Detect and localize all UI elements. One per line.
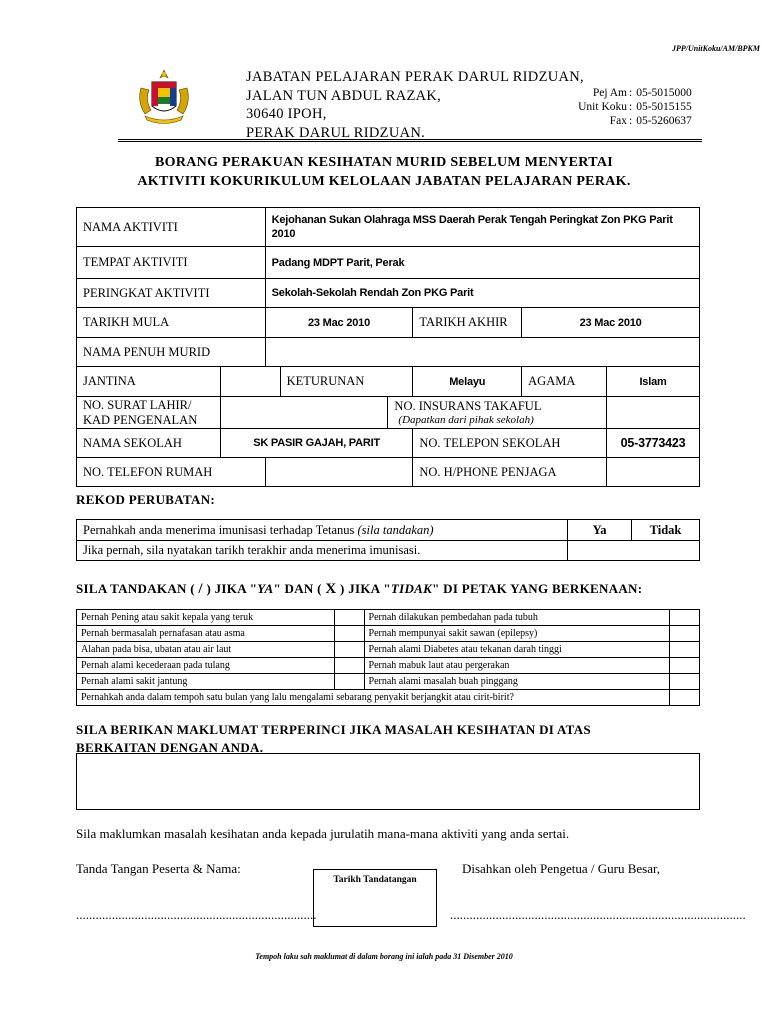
condition-checkbox[interactable] [670, 642, 700, 658]
immunisation-date-field[interactable] [568, 541, 700, 561]
insurans-value[interactable] [607, 397, 700, 429]
notice-text: Sila maklumkan masalah kesihatan anda kepada jurulatih mana-mana aktiviti yang anda sertai. [76, 826, 570, 841]
contact-value: 05-5015155 [636, 101, 692, 113]
telepon-sekolah-value[interactable]: 05-3773423 [607, 429, 700, 458]
address-line: JALAN TUN ABDUL RAZAK, [246, 87, 442, 104]
agama-value[interactable]: Islam [607, 367, 700, 397]
condition-label: Pernah alami Diabetes atau tekanan darah tinggi [364, 642, 669, 658]
contact-row: Pej Am : 05-5015000 [540, 86, 692, 100]
tarikh-mula-value[interactable]: 23 Mac 2010 [265, 308, 413, 338]
jantina-value[interactable] [220, 367, 280, 397]
field-label: NAMA PENUH MURID [77, 338, 266, 367]
header-divider [118, 141, 702, 142]
nama-sekolah-value[interactable]: SK PASIR GAJAH, PARIT [220, 429, 413, 458]
health-checklist [76, 609, 700, 706]
condition-label: Pernah alami sakit jantung [77, 674, 335, 690]
condition-checkbox[interactable] [670, 674, 700, 690]
tick-symbol: / [198, 581, 203, 597]
field-label: NAMA SEKOLAH [77, 429, 221, 458]
contact-row: Fax : 05-5260637 [540, 114, 692, 128]
label-line: NO. SURAT LAHIR/ [83, 397, 192, 412]
contact-label: Pej Am [592, 87, 627, 99]
condition-label: Pernah alami masalah buah pinggang [364, 674, 669, 690]
checklist-row [77, 674, 700, 690]
checklist-row [77, 642, 700, 658]
condition-label: Pernah dilakukan pembedahan pada tubuh [364, 610, 669, 626]
table-row [77, 367, 700, 397]
field-label: PERINGKAT AKTIVITI [77, 279, 266, 308]
surat-lahir-value[interactable] [220, 397, 388, 429]
table-row [77, 397, 700, 429]
heading-line: BERKAITAN DENGAN ANDA. [76, 740, 264, 755]
condition-checkbox[interactable] [334, 658, 364, 674]
condition-checkbox[interactable] [334, 626, 364, 642]
field-label: NO. TELEPON SEKOLAH [413, 429, 607, 458]
heading-text: YA [257, 581, 274, 596]
contact-numbers [540, 86, 692, 128]
table-row [77, 247, 700, 279]
checklist-row [77, 610, 700, 626]
condition-label: Pernahkah anda dalam tempoh satu bulan yang lalu mengalami sebarang penyakit berjangkit atau cirit-birit? [77, 690, 670, 706]
crest-logo [133, 66, 195, 128]
pengetua-signature-line[interactable]: ........................................................................................... [450, 907, 746, 922]
field-label: NO. TELEFON RUMAH [77, 458, 266, 487]
checklist-row [77, 626, 700, 642]
table-row [77, 308, 700, 338]
ya-checkbox[interactable]: Ya [568, 520, 632, 541]
condition-label: Pernah alami kecederaan pada tulang [77, 658, 335, 674]
field-label: TEMPAT AKTIVITI [77, 247, 266, 279]
condition-label: Pernah mabuk laut atau pergerakan [364, 658, 669, 674]
keturunan-value[interactable]: Melayu [413, 367, 522, 397]
label-line: KAD PENGENALAN [83, 412, 198, 427]
telefon-rumah-value[interactable] [265, 458, 413, 487]
condition-checkbox[interactable] [334, 610, 364, 626]
table-row [77, 279, 700, 308]
table-row [77, 458, 700, 487]
heading-text: SILA TANDAKAN ( [76, 581, 199, 596]
label-line: NO. INSURANS TAKAFUL [394, 398, 542, 413]
peserta-signature-label: Tanda Tangan Peserta & Nama: [76, 861, 241, 876]
rekod-heading: REKOD PERUBATAN: [76, 492, 216, 507]
field-label: NAMA AKTIVITI [77, 208, 266, 247]
field-label: AGAMA [522, 367, 607, 397]
nama-penuh-value[interactable] [265, 338, 699, 367]
field-label: JANTINA [77, 367, 221, 397]
field-label: NO. H/PHONE PENJAGA [413, 458, 607, 487]
checklist-row [77, 658, 700, 674]
heading-line: SILA BERIKAN MAKLUMAT TERPERINCI JIKA MASALAH KESIHATAN DI ATAS [76, 722, 591, 737]
table-row [77, 338, 700, 367]
validity-footnote: Tempoh laku sah maklumat di dalam borang ini ialah pada 31 Disember 2010 [255, 952, 513, 961]
field-label: TARIKH AKHIR [413, 308, 522, 338]
form-title [0, 153, 768, 191]
table-row [77, 429, 700, 458]
address-line: JABATAN PELAJARAN PERAK DARUL RIDZUAN, [246, 69, 584, 85]
document-reference: JPP/UnitKoku/AM/BPKM [671, 44, 760, 53]
cross-symbol: X [325, 581, 337, 597]
condition-label: Pernah bermasalah pernafasan atau asma [77, 626, 335, 642]
field-label [77, 397, 221, 429]
immunisation-table [76, 519, 700, 561]
checklist-row [77, 690, 700, 706]
contact-value: 05-5260637 [636, 115, 692, 127]
peserta-signature-line[interactable]: .......................................................................... [76, 907, 317, 922]
header-divider [118, 139, 702, 140]
pengetua-signature-label: Disahkan oleh Pengetua / Guru Besar, [462, 861, 661, 876]
condition-checkbox[interactable] [334, 642, 364, 658]
heading-text: TIDAK [390, 581, 433, 596]
table-row [77, 520, 700, 541]
condition-label: Pernah mempunyai sakit sawan (epilepsy) [364, 626, 669, 642]
contact-row: Unit Koku : 05-5015155 [540, 100, 692, 114]
student-info-table [76, 207, 700, 487]
form-title-line: AKTIVITI KOKURIKULUM KELOLAAN JABATAN PELAJARAN PERAK. [137, 174, 631, 189]
field-label: KETURUNAN [280, 367, 413, 397]
condition-checkbox[interactable] [334, 674, 364, 690]
department-address [246, 68, 584, 142]
health-details-textarea[interactable] [76, 753, 700, 810]
immunisation-question [77, 520, 568, 541]
contact-label: Unit Koku [578, 101, 627, 113]
tarikh-tandatangan-label: Tarikh Tandatangan [333, 875, 417, 885]
tarikh-akhir-value[interactable]: 23 Mac 2010 [522, 308, 700, 338]
contact-value: 05-5015000 [636, 87, 692, 99]
table-row [77, 541, 700, 561]
field-label: TARIKH MULA [77, 308, 266, 338]
insurans-note: (Dapatkan dari pihak sekolah) [398, 413, 534, 426]
sila-tandakan-heading [76, 581, 642, 598]
heading-text: " DI PETAK YANG BERKENAAN: [432, 581, 643, 596]
question-hint: (sila tandakan) [357, 522, 434, 537]
condition-checkbox[interactable] [670, 690, 700, 706]
nama-aktiviti-value[interactable]: Kejohanan Sukan Olahraga MSS Daerah Perak Tengah Peringkat Zon PKG Parit 2010 [265, 208, 699, 247]
address-line: PERAK DARUL RIDZUAN. [246, 124, 426, 141]
immunisation-date-question: Jika pernah, sila nyatakan tarikh terakhir anda menerima imunisasi. [77, 541, 568, 561]
table-row [77, 208, 700, 247]
form-title-line: BORANG PERAKUAN KESIHATAN MURID SEBELUM MENYERTAI [155, 155, 613, 170]
contact-label: Fax [609, 115, 627, 127]
condition-label: Alahan pada bisa, ubatan atau air laut [77, 642, 335, 658]
peringkat-aktiviti-value[interactable]: Sekolah-Sekolah Rendah Zon PKG Parit [265, 279, 699, 308]
condition-checkbox[interactable] [670, 626, 700, 642]
question-text: Pernahkah anda menerima imunisasi terhadap Tetanus [83, 522, 358, 537]
condition-label: Pernah Pening atau sakit kepala yang teruk [77, 610, 335, 626]
condition-checkbox[interactable] [670, 658, 700, 674]
heading-text: " DAN ( [273, 581, 326, 596]
condition-checkbox[interactable] [670, 610, 700, 626]
address-line: 30640 IPOH, [246, 106, 327, 122]
tarikh-tandatangan-box[interactable] [313, 869, 437, 927]
tempat-aktiviti-value[interactable]: Padang MDPT Parit, Perak [265, 247, 699, 279]
heading-text: ) JIKA " [202, 581, 258, 596]
tidak-checkbox[interactable]: Tidak [632, 520, 700, 541]
hphone-penjaga-value[interactable] [607, 458, 700, 487]
heading-text: ) JIKA " [336, 581, 391, 596]
field-label [388, 397, 607, 429]
details-heading [76, 721, 591, 757]
